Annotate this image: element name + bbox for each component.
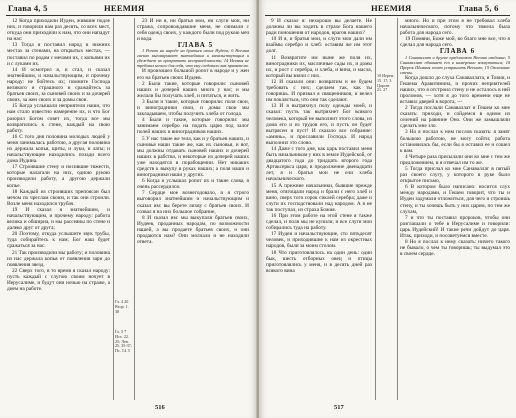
running-head-chapters-right: Глава 5, 6 <box>459 3 499 13</box>
verse: 13 И я вытряхнул полу одежды моей, и сказал: пусть так вытряхнет Бог всякого человека, который не выполнит этого слова, из дома его и из трудов его, и пусть он будет вытрясен и пуст! И сказало все собрание: «аминь», и прославили Господа. И народ выполнил это слово. <box>266 103 372 146</box>
verse: 21 Так производили мы работу; и половина из нас держала копья от появления зари до появления звезд. <box>7 249 110 268</box>
left-page <box>0 0 257 418</box>
verse: много. Но и при этом я не требовал хлеба начальнического, потому что тяжела была работа для народа сего. <box>400 18 510 37</box>
column-divider <box>113 18 114 400</box>
verse: 17 Иудеи и начальствующие, сто пятьдесят человек, и приходившие к нам из окрестных народов, были за моим столом. <box>266 231 372 250</box>
text-column-1 <box>7 18 110 400</box>
verse: 2 Тогда послали Санаваллат и Гешем ко мне сказать: приходи, и сойдемся в одном из селений на равнине Оно. Они же замышляли сделать мне зло. <box>400 105 510 130</box>
verse: 8 И сказал им: мы выкупали братьев своих, Иудеев, проданных народам, по возможности нашей, а вы продаете братьев своих, и они продаются нам? Они молчали и не находили ответа. <box>137 214 249 246</box>
verse: 12 Когда приходили Иудеи, жившие подле них, и говорили нам раз десять, со всех мест, откуда они приходили к нам, что они нападут на нас: <box>7 18 110 43</box>
verse: 6 Когда я услышал ропот их и такие слова, я очень рассердился. <box>137 178 249 191</box>
verse: 9 И сказал я: нехорошо вы делаете. Не должны ли вы ходить в страхе Бога нашего ради поношения от народов, врагов наших? <box>266 18 372 37</box>
verse: 16 С того дня половина молодых людей у меня занималась работою, а другая половина их держала копья, щиты, и луки, и латы; и начальствующие находились позади всего дома Иудина. <box>7 133 110 165</box>
column-divider <box>375 18 376 400</box>
verse: 16 При этом работе на этой стене я также сделал, и поля мы не купили, и все слуги мои собирались туда на работу. <box>266 213 372 232</box>
header-rule <box>6 15 250 16</box>
verse: 12 И сказали они: возвратим и не будем требовать с них; сделаем так, как ты говоришь. И призвал я священников, и велел им поклясться, что они так сделают. <box>266 78 372 104</box>
cross-reference: Гл. 5 7 Исх. 22. 25; Лев. 25. 35-37; Пс. 14. 5 <box>115 329 132 354</box>
cross-reference: 10 Иерем. 15. 17; 3 Царств 21. 27 <box>377 73 395 93</box>
page-number-left: 516 <box>155 404 165 411</box>
verse: 3 Но я послал к ним послов сказать: я занят большою работою, не могу сойти; работа остановилась бы, если бы я оставил ее и сошел к вам. <box>400 129 510 154</box>
verse: 15 А прежние начальники, бывшие прежде меня, отягощали народ и брали с него хлеб и вино, сверх того сорок сиклей серебра; даже и слуги их господствовали над народом. А я не так поступал, из страха Божия. <box>266 182 372 213</box>
verse: 4 Четыре раза присылали они ко мне с тем же предложением, и я отвечал им то же. <box>400 153 510 166</box>
cross-reference: Гл. 4 20 Втор. 1. 30 <box>115 299 129 314</box>
verse: 23 И ни я, ни братья мои, ни слуги мои, ни стража, сопровождавшие меня, не снимали с себя одежд своих, у каждого были под рукою меч и вода. <box>137 18 249 43</box>
verse: 20 Поэтому, откуда услышите звук трубы, туда собирайтесь к нам; Бог наш будет сражаться за нас. <box>7 231 110 250</box>
text-column-2 <box>137 18 249 400</box>
verse: 5 У нас такие же тела, как и у братьев наших, и сыновья наши такие же, как их сыновья, и вот, мы должны отдавать сыновей наших и дочерей наших в рабство, и некоторые из дочерей наших уже находятся в порабощении. Нет никаких средств к выкупу в руках наших; а поля наши и виноградники наши у других. <box>137 135 249 179</box>
text-column-2 <box>400 18 510 400</box>
verse: 17 Строившие стену и носившие тяжести, которые налагали на них, одною рукою производили работу, а другою держали копье. <box>7 164 110 189</box>
verse: 19 И сказал я знатнейшим, и начальствующим, и прочему народу: работа велика и обширна, и мы рассеяны по стене и далеко друг от друга; <box>7 206 110 232</box>
verse: 15 Когда услышали неприятели наши, что нам стало известно намерение их, и что Бог разорил Богом совет их, тогда все мы возвратились к стене, каждый на свою работу. <box>7 103 110 134</box>
verse: 7 и что ты поставил пророков, чтобы они разглашали о тебе в Иерусалиме и говорили: царь Иудейский! И такие речи дойдут до царя. Итак, приходи, и посоветуемся вместе. <box>400 214 510 239</box>
verse: 14 И осмотрел я, и стал, и сказал знатнейшим, и начальствующим, и прочему народу: не бойтесь их; помните Господа великого и страшного и сражайтесь за братьев своих, за сыновей своих и за дочерей своих, за жен своих и за домы свои. <box>7 66 110 104</box>
chapter-summary: 1 Ропот на народе на братьев своих Иудеев; 6 Неемия гневно выговаривает знатнейшим и начальствующим и убеждает их прекратить несправедливость; 14 Неемия не требовал ничего для себя, что ему следовало как правителю. <box>137 48 249 69</box>
verse: 8 Но я послал к нему сказать: ничего такого не бывало, о чем ты говоришь; ты выдумал это в своем сердце. <box>400 239 510 258</box>
verse: 6 В котором было написано: носится слух между народами, и Гешем говорит, что ты и Иудеи задумали отложиться, для чего и строишь стену, и ты хочешь быть у них царем, по тем же слухам, <box>400 184 510 215</box>
verse: 22 Сверх того, в то время я сказал народу: пусть каждый с слугою своим ночует в Иерусалиме, и будут они ночью на страже, а днем на работе. <box>7 267 110 293</box>
running-head-book-right: НЕЕМИЯ <box>371 3 412 13</box>
chapter-heading: ГЛАВА 6 <box>439 47 476 56</box>
verse: 13 Тогда я поставил народ в нижних местах за стенами, на открытых местах, — поставил по родам с мечами их, с копьями их и с луками их. <box>7 42 110 67</box>
chapter-summary: 1 Санаваллат и другие предлагают Неемии свидание; 5 Санаваллат обвиняет его в намерении возмутиться; 10 Пророк Шемаия хочет устрашить Неемию; 15 Окончание стены. <box>400 54 510 75</box>
header-rule <box>265 15 510 16</box>
verse: 4 Были и такие, которые говорили: мы занимаем серебро на подать царю под залог полей наших и виноградников наших. <box>137 117 249 136</box>
verse: Когда дошло до слуха Санаваллата, и Товии, и Гешема Аравитянина, и прочих неприятелей наших, что я отстроил стену и не осталось в ней проломов, — хотя я до того времени еще не вставил дверей в ворота, — <box>400 74 510 105</box>
column-divider <box>397 18 398 400</box>
chapter-heading: ГЛАВА 5 <box>177 41 214 50</box>
verse: 2 Были такие, которые говорили: сыновей наших и дочерей наших много у нас; и мы желали бы получать хлеб, и питаться, и жить. <box>137 80 249 99</box>
right-page <box>259 0 516 418</box>
verse: 3 Были и такие, которые говорили: поля свои, и виноградники свои, и домы свои мы закладываем, чтобы получить хлеба от голода. <box>137 98 249 118</box>
verse: 10 И я, и братья мои, и слуги мои дали им взаймы серебро и хлеб: оставим же им этот долг. <box>266 36 372 55</box>
column-divider <box>134 18 135 400</box>
verse: И произошел большой ропот в народе и у жен его на братьев своих Иудеев. <box>137 68 249 81</box>
verse: 14 Даже с того дня, как царь поставил меня быть начальником у них в земле Иудейской, от двадцатого года до тридцать второго года Артаксеркса царя, в продолжение двенадцати лет, я и братья мои не ели хлеба начальнического. <box>266 145 372 183</box>
text-column-1 <box>266 18 372 400</box>
verse: 18 Что приготовлялось на один день: один бык, шесть отборных овец и птицы приготовлялись у меня, и в десять дней раз всякого вина <box>266 249 372 274</box>
running-head-book-left: НЕЕМИЯ <box>104 3 145 13</box>
verse: 18 Каждый из строивших препоясан был мечом по чреслам своим, и так они строили. Возле меня находился трубач. <box>7 188 110 207</box>
page-number-right: 517 <box>334 404 344 411</box>
verse: 7 Сердце мое вознегодовало, и я строго выговорил знатнейшим и начальствующим и сказал им: вы берете лихву с братьев своих. И созвал я на них большое собрание, <box>137 190 249 215</box>
running-head-chapters-left: Глава 4, 5 <box>8 3 48 13</box>
verse: 19 Помяни, Боже мой, во благо мне все, что я сделал для народа сего. <box>400 36 510 49</box>
verse: 5 Тогда прислал ко мне Санаваллат в пятый раз своего слугу, у которого в руке было открытое письмо, <box>400 165 510 185</box>
verse: 11 Возвратите им ныне же поля их, виноградники их, масличные сады их, и домы их, и рост с серебра, и хлеба, и вина, и масла, который вы взяли с них. <box>266 54 372 79</box>
